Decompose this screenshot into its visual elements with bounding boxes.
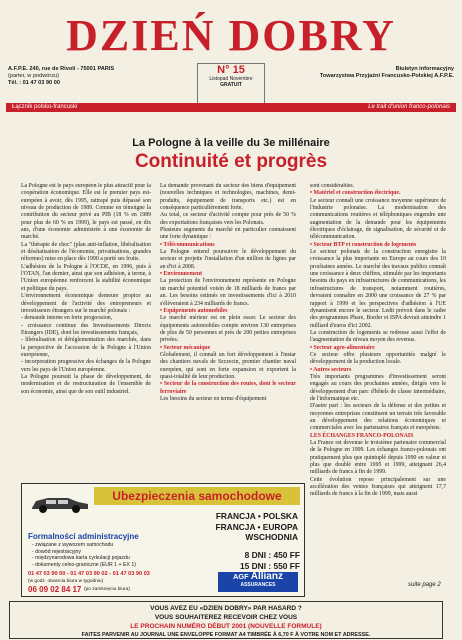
article-paragraph: La Pologne entend poursuivre le développement du secteur et projette l'installation d'un million de lignes par an d'ici à 2008. [160,249,296,270]
article-paragraph: Cette évolution repose principalement sur une accélération des ventes françaises qui atteignent 17,7 milliards de francs à la fin de 1999, mais aussi [310,476,446,498]
issue-number: N° 15 [217,64,245,76]
formality-item: - dokumenty celno-graniczne (EUR 1 + EX 1) [32,561,136,568]
strip-right: Le trait d'union franco-polonais [368,104,450,110]
issue-box [197,63,265,105]
newspaper-title: DZIEŃ DOBRY [66,11,396,60]
ad-prices [208,550,300,571]
bulletin-line1: Biuletyn informacyjny [395,66,454,72]
ad-routes [158,511,298,543]
article-paragraph: • Secteur mécanique [160,344,211,351]
formalities-list [32,542,150,568]
article-paragraph: - demande interne en forte progression, [21,315,113,322]
subscription-line3: LE PROCHAIN NUMÉRO DÉBUT 2001 (NOUVELLE FORMULE) [130,623,322,630]
article-paragraph: • Secteur BTP et construction de logements [310,241,417,248]
article-paragraph: Très importants programmes d'investissement seront engagés au cours des prochaines années, dirigés vers le développement d'un parc d'hôtels de classe intermédiaire, de l'informatique etc. [310,373,446,402]
route-item: FRANCJA • EUROPA [215,521,298,532]
article-paragraph: La Pologne poursuit la phase de développement, de modernisation et de restructuration de l'ensemble de son économie, ainsi que de son outil industriel. [21,373,151,395]
bulletin-info [292,66,454,80]
article-paragraph: D'autre part : les secteurs de la défense et des petites et moyennes entreprises constituent un terrain très favorable au développement des relations économiques et commerciales avec les partenaires français et européens. [310,403,446,432]
article-paragraph: - libéralisation et déréglementation des marchés, dans la perspective de l'accession de la Pologne à l'Union européenne, [21,337,151,358]
article-paragraph: Ce secteur offre plusieurs opportunités malgré le développement de la production locale. [310,351,446,366]
article-paragraph: • Equipements automobiles [160,307,228,314]
publisher-info [8,66,158,87]
article-paragraph: • Matériel et construction électrique. [310,190,401,197]
article-paragraph: Les besoins du secteur en terme d'équipement [160,395,267,402]
formalities-title: Formalności administracyjne [28,532,139,541]
article-title: Continuité et progrès [134,151,328,172]
ad-phone-after-hours: 06 09 02 84 17 [28,585,82,594]
allianz-brand: Allianz [250,571,283,582]
subtitle-strip [6,103,456,112]
article-paragraph: • Télécommunications [160,241,215,248]
formality-item: - dowód rejestracyjny [32,548,82,555]
ad-title: Ubezpieczenia samochodowe [94,487,300,505]
article-paragraph: La construction de logements se redresse aussi l'effet de l'augmentation du niveau moyen des revenus. [310,329,446,344]
assurances-label: ASSURANCES [240,582,276,588]
article-paragraph: - incorporation progressive des échanges de la Pologne vers les pays de l'Union européenne. [21,359,151,373]
publisher-address: A.F.P.E. 240, rue de Rivoli - 75001 PARIS [8,66,115,72]
ad-phones [28,571,150,585]
issue-free: GRATUIT [220,82,242,88]
subscription-line4: FAITES PARVENIR AU JOURNAL UNE ENVELOPPE FORMAT A4 TIMBRÉE À 6,70 F À VOTRE NOM ET ADRESSE. [81,632,371,638]
publisher-phone: Tél. : 01 47 03 90 00 [8,80,60,86]
article-paragraph: Au total, ce secteur d'activité compte pour près de 50 % des exportations françaises vers les Polonais. [160,212,296,226]
article-paragraph: sont considérables. [310,183,355,189]
article-paragraph: L'adhésion de la Pologne à l'OCDE, en 1996, puis à l'OTAN, l'an dernier, ainsi que son adhésion, à terme, à l'Union européenne renforcent la stabilité économique et politique du pays. [21,263,151,292]
subscription-line2: VOUS SOUHAITEREZ RECEVOIR CHEZ VOUS [154,614,298,621]
article-column-3 [310,183,446,577]
agf-brand: AGF [233,572,249,581]
article-paragraph: • Autres secteurs [310,366,352,373]
formality-item: - związane z wywozem samochodu [32,542,114,548]
article-paragraph: La protection de l'environnement représente en Pologne un marché potentiel voisin de 18 milliards de francs par an. Les besoins estimés en investissements d'ici à 2010 s'élèveraient à 234 milliards de francs. [160,278,296,307]
ad-phone-numbers: 01 47 03 90 00 - 01 47 03 90 02 - 01 47 03 90 03 [28,571,150,577]
insurance-ad [21,483,305,597]
article-paragraph: L'environnement économique demeure propice au développement de l'activité des entrepreneurs et investisseurs étrangers sur le marché polonais : [21,293,151,314]
agf-allianz-logo [218,572,298,592]
route-item: FRANCJA • POLSKA [215,511,298,521]
continued-note: suite page 2 [408,582,441,588]
bulletin-line2: Towarzystwa Przyjaźni Francusko-Polskiej A.F.P.E. [319,73,454,79]
article-paragraph: Le marché mérieur est en plein essor. Le secteur des équipements automobiles compte environ 130 entreprises de plus de 50 personnes et près de 200 petites entreprises privées. [160,315,296,344]
car-icon [28,492,92,514]
article-paragraph: • Secteur de la construction des routes, dont le secteur ferroviaire [160,381,296,395]
article-paragraph: • Environnement [160,271,203,278]
subscription-line1: VOUS AVEZ EU «DZIEN DOBRY» PAR HASARD ? [150,605,302,612]
article-paragraph: Le secteur polonais de la construction enregistre la croissance la plus importante en Europe au cours des 10 prochaines années. Le marché des travaux publics connaît une croissance à deux chiffres, stimulée par les importants besoins du pays en infrastructures de communications, les infrastructures de transport, notamment routières, devraient connaître en 2000 une croissance de 27 % par rapport à 1999 et les perspectives d'adhésion à l'UE dynamisent encore le secteur. Ledit prévoit dans le cadre des programmes Phare, Border et ISPA devrait atteindre 1 milliard d'euros d'ici 2002. [310,249,446,329]
price-item: 15 DNI : 550 FF [239,560,300,571]
article-paragraph: La Pologne est le pays européen le plus attractif pour la coopération économique. Elle est le premier pays est-européen à avoir, dès 1995, rattrapé puis dépassé son niveau de production de 1989. Comme en témoigne la contribution du secteur privé au PIB (18 % en 1989 pour plus de 60 % en 1999), le pays est passé, en dix ans, d'une économie administrée à une économie de marché. [21,183,151,241]
article-paragraph: La demande provenant du secteur des biens d'équipement (nouvelles techniques et technologies, machines, demi-produits, équipement de transports etc.) est en conséquence particulièrement forte. [160,183,296,212]
article-paragraph: Globalement, il connaît un fort développement à l'instar des chantiers navals de Szczecin, premier chantier naval européen, qui sont en forte expansion et exportent la quasi-totalité de leur production. [160,351,296,380]
route-item: WSCHODNIA [245,532,298,542]
article-overline: La Pologne à la veille du 3e millénaire [132,137,330,149]
article-paragraph: LES ÉCHANGES FRANCO-POLONAIS [310,432,414,439]
article-paragraph: • Secteur agro-alimentaire [310,344,375,351]
masthead [0,0,462,62]
issue-month: Listopad Novembre [209,76,253,82]
publisher-address-note: (parter, w podwórzu) [8,73,59,79]
article-paragraph: Le secteur connaît une croissance moyenne supérieure de l'industrie polonaise. La modernisation des communications routières et téléphoniques engendre une augmentation de la demande pour les équipements électriques d'éclairage, de signalisation, de sécurité et de télécommunication. [310,197,446,241]
article-paragraph: Plusieurs segments du marché en particulier connaissent une forte dynamique : [160,227,296,241]
office-hours-note: (w godz. otwarcia biura w tygodniu) [28,579,104,584]
price-item: 8 DNI : 450 FF [244,550,300,560]
subscription-box [9,601,443,639]
strip-left: Łącznik polsko-francuski [12,104,78,110]
ad-phone-after-hours-note: (po zamknięciu biura) [84,587,130,592]
formality-item: - międzynarodowa karta cyrkulacji pojazdu [32,555,130,562]
article-paragraph: - croissance continue des Investissements Directs Etrangers (IDE), dont les investissements français, [21,322,151,336]
article-paragraph: La "thérapie de choc" (plan anti-inflation, libéralisation et désétatisation de l'économie, privatisations, grandes réformes) mise en place dès 1990 a porté ses fruits. [21,241,151,263]
article-paragraph: La France est devenue le troisième partenaire commercial de la Pologne en 1999. Les échanges franco-polonais ont pratiquement plus que quintuplé depuis 1990 en valeur et plus que doublé entre 1995 et 1999, atteignant 26,4 milliards de francs à fin de 1999. [310,440,446,476]
